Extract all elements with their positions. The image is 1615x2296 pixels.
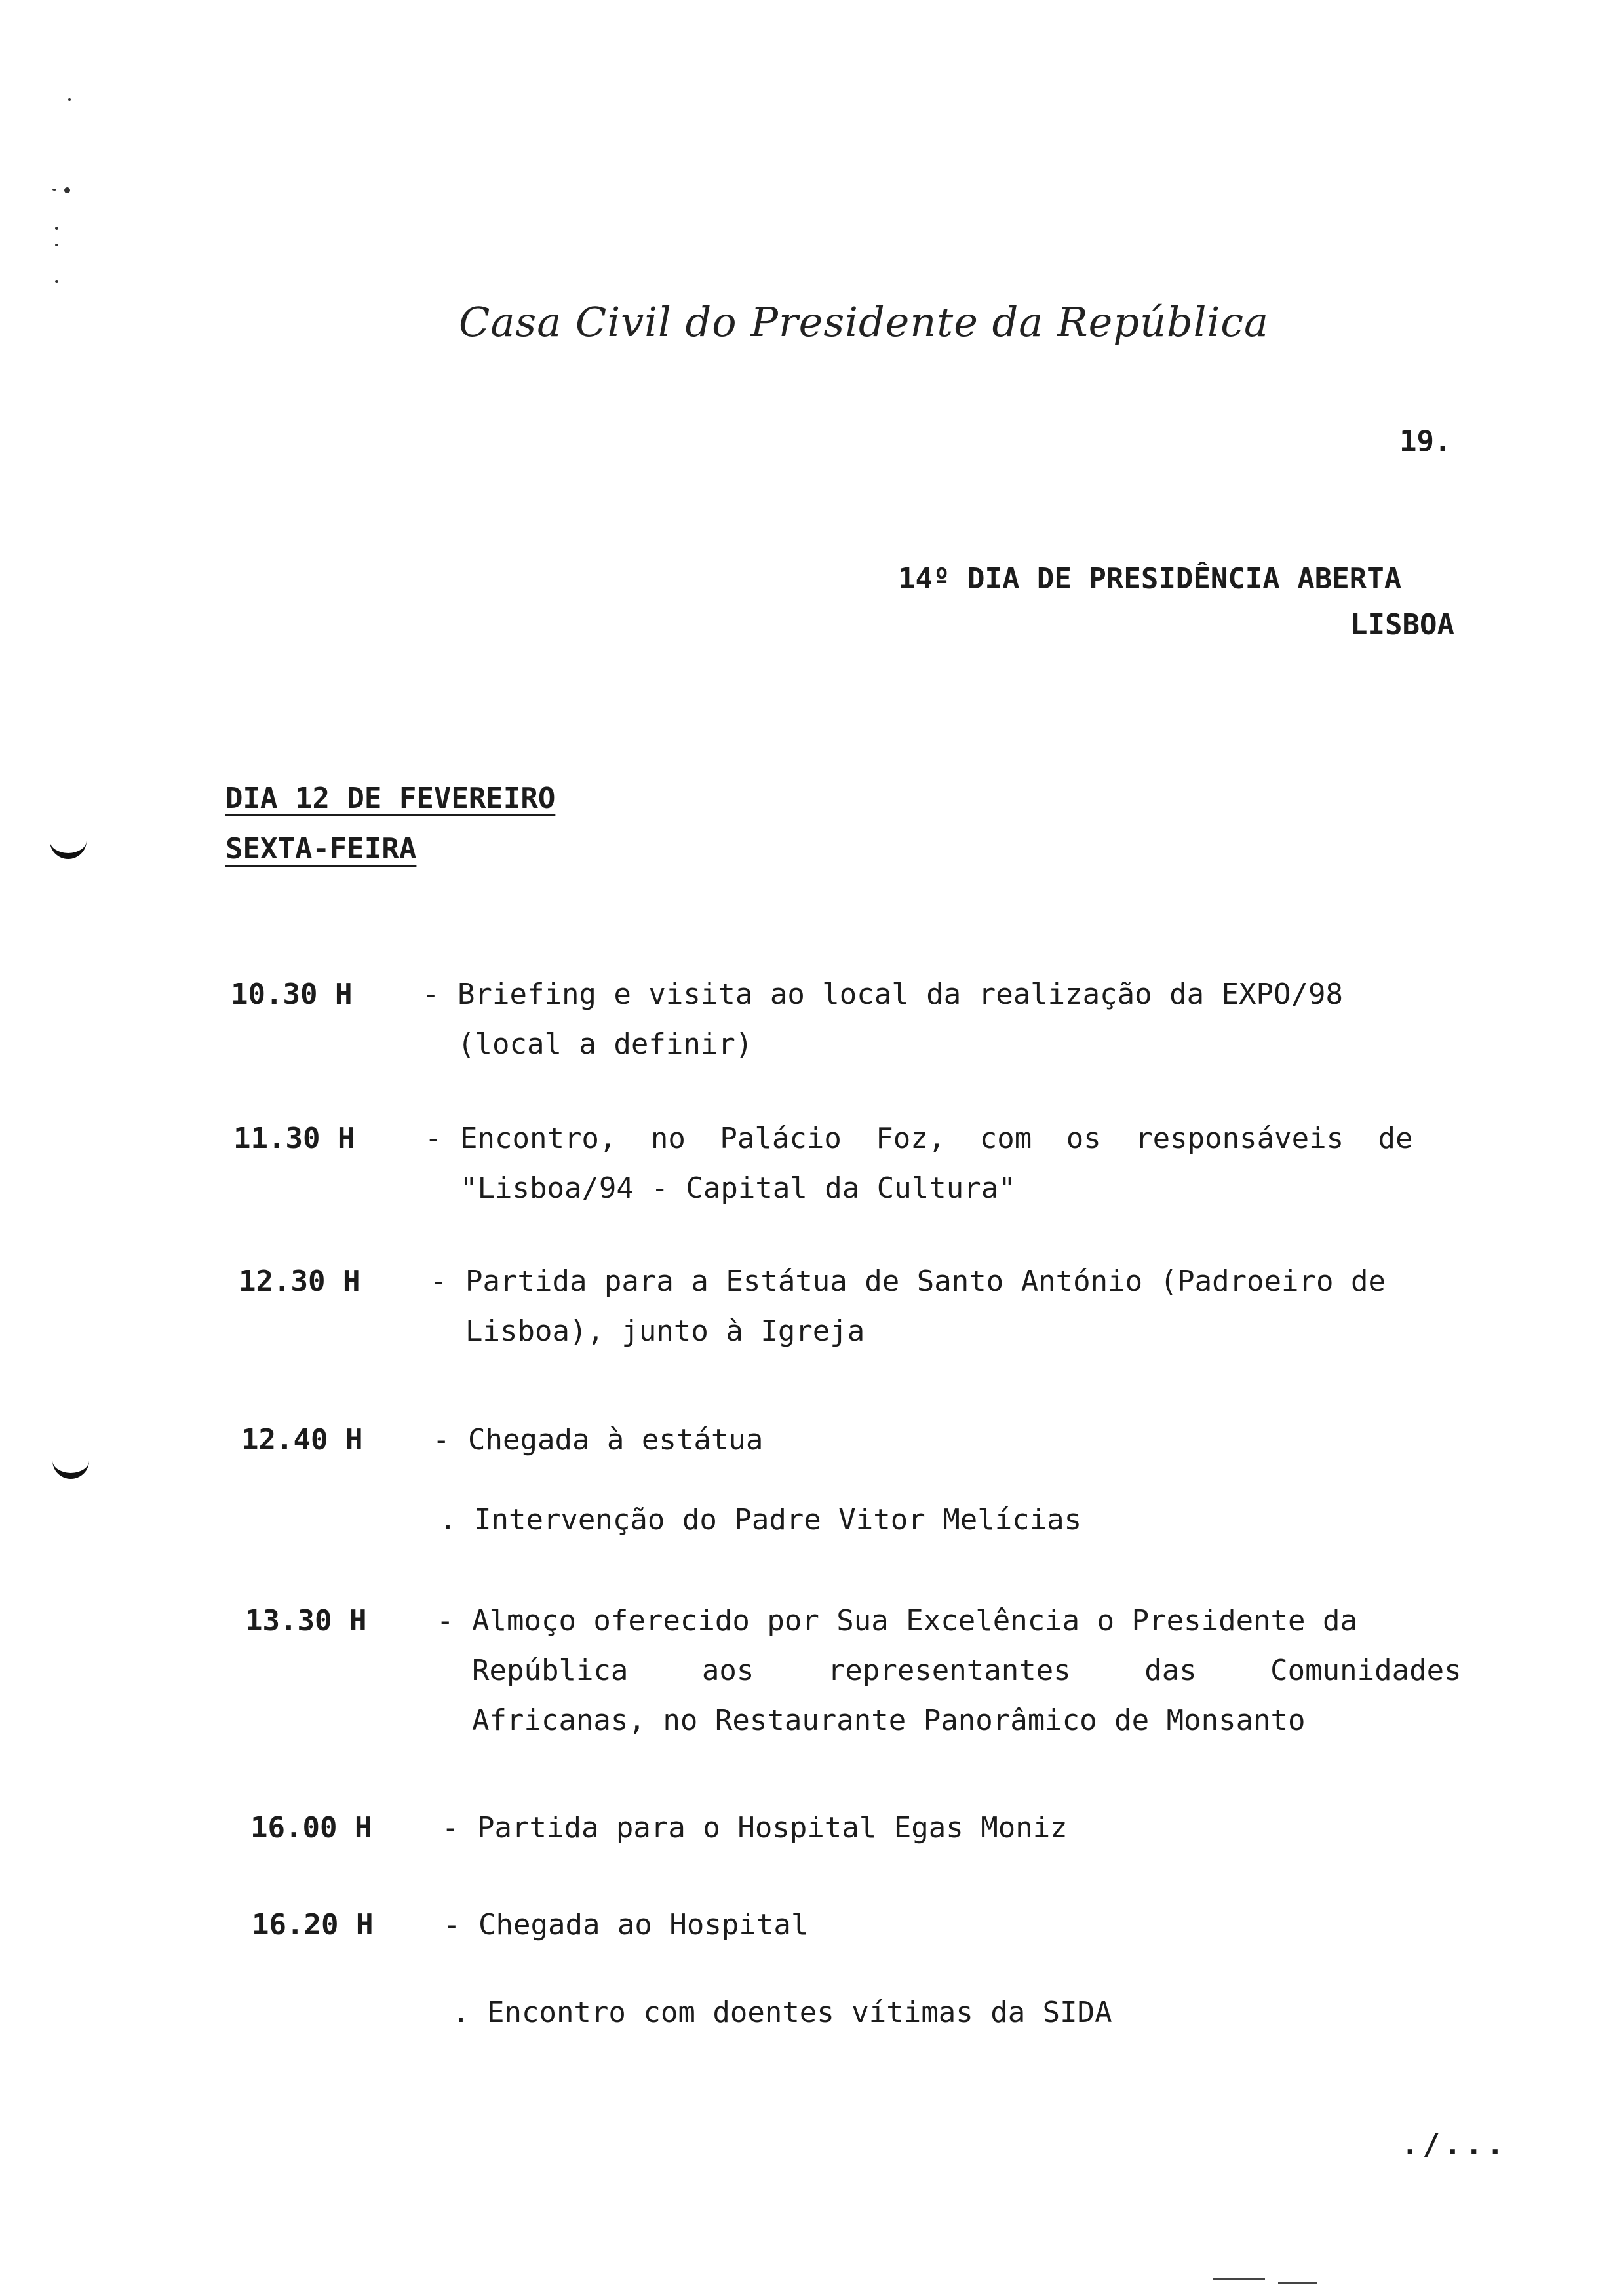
schedule-entry (239, 1257, 1484, 1356)
entry-line: (local a definir) (457, 1027, 753, 1061)
schedule-entry (252, 1900, 1431, 1950)
letterhead: Casa Civil do Presidente da República (459, 298, 1269, 346)
entry-line: Encontro, no Palácio Foz, com os responsáveis de (460, 1122, 1413, 1155)
entry-description (465, 1257, 1386, 1356)
entry-dash: - (437, 1604, 454, 1637)
entry-time: 10.30 H (231, 978, 353, 1011)
scan-speck (68, 98, 71, 101)
schedule-entry (233, 1114, 1479, 1214)
entry-description (477, 1803, 1068, 1853)
entry-line: Almoço oferecido por Sua Excelência o Presidente da (472, 1604, 1358, 1637)
entry-time: 13.30 H (245, 1604, 367, 1637)
schedule-entry (231, 970, 1437, 1069)
entry-description (478, 1900, 808, 1950)
entry-line: República aos representantes das Comunidades (472, 1654, 1462, 1687)
entry-line: "Lisboa/94 - Capital da Cultura" (460, 1172, 1016, 1205)
schedule-entry (250, 1803, 1430, 1853)
scan-edge-mark (1278, 2282, 1317, 2284)
date-heading: DIA 12 DE FEVEREIRO (225, 782, 556, 815)
entry-dash: - (430, 1265, 448, 1298)
scan-speck (64, 187, 70, 193)
entry-dash: - (442, 1811, 459, 1845)
scan-speck (55, 244, 58, 246)
entry-dash: - (443, 1908, 461, 1942)
schedule-entry (241, 1415, 1421, 1465)
punch-hole-mark (52, 1447, 89, 1479)
entry-description (457, 970, 1343, 1069)
schedule-entry (245, 1596, 1490, 1746)
entry-line: Lisboa), junto à Igreja (465, 1314, 865, 1348)
entry-line: Chegada à estátua (468, 1423, 764, 1457)
page-number: 19. (1399, 425, 1452, 458)
continuation-mark: ./... (1401, 2128, 1508, 2162)
scan-speck (55, 280, 58, 283)
entry-time: 16.00 H (250, 1811, 372, 1845)
entry-line: Briefing e visita ao local da realização da EXPO/98 (457, 978, 1344, 1011)
entry-dash: - (433, 1423, 450, 1457)
entry-time: 12.30 H (239, 1265, 360, 1298)
entry-time: 11.30 H (233, 1122, 355, 1155)
weekday-heading: SEXTA-FEIRA (225, 832, 417, 866)
entry-line: Partida para a Estátua de Santo António (Padroeiro de (465, 1265, 1386, 1298)
entry-description (468, 1415, 763, 1465)
entry-description (460, 1114, 1479, 1214)
entry-line: Partida para o Hospital Egas Moniz (477, 1811, 1068, 1845)
document-title: 14º DIA DE PRESIDÊNCIA ABERTA (898, 562, 1402, 596)
entry-dash: - (422, 978, 440, 1011)
scan-speck (55, 227, 58, 230)
document-city: LISBOA (1350, 608, 1454, 641)
scan-speck (52, 189, 56, 191)
entry-dash: - (425, 1122, 442, 1155)
entry-time: 12.40 H (241, 1423, 363, 1457)
entry-line: Africanas, no Restaurante Panorâmico de Monsanto (472, 1704, 1306, 1737)
entry-time: 16.20 H (252, 1908, 374, 1942)
entry-note: . Encontro com doentes vítimas da SIDA (452, 1996, 1112, 2029)
scan-edge-mark (1213, 2278, 1265, 2280)
entry-line: Chegada ao Hospital (478, 1908, 809, 1942)
entry-note: . Intervenção do Padre Vitor Melícias (439, 1503, 1082, 1537)
punch-hole-mark (50, 827, 87, 859)
entry-description (472, 1596, 1490, 1746)
